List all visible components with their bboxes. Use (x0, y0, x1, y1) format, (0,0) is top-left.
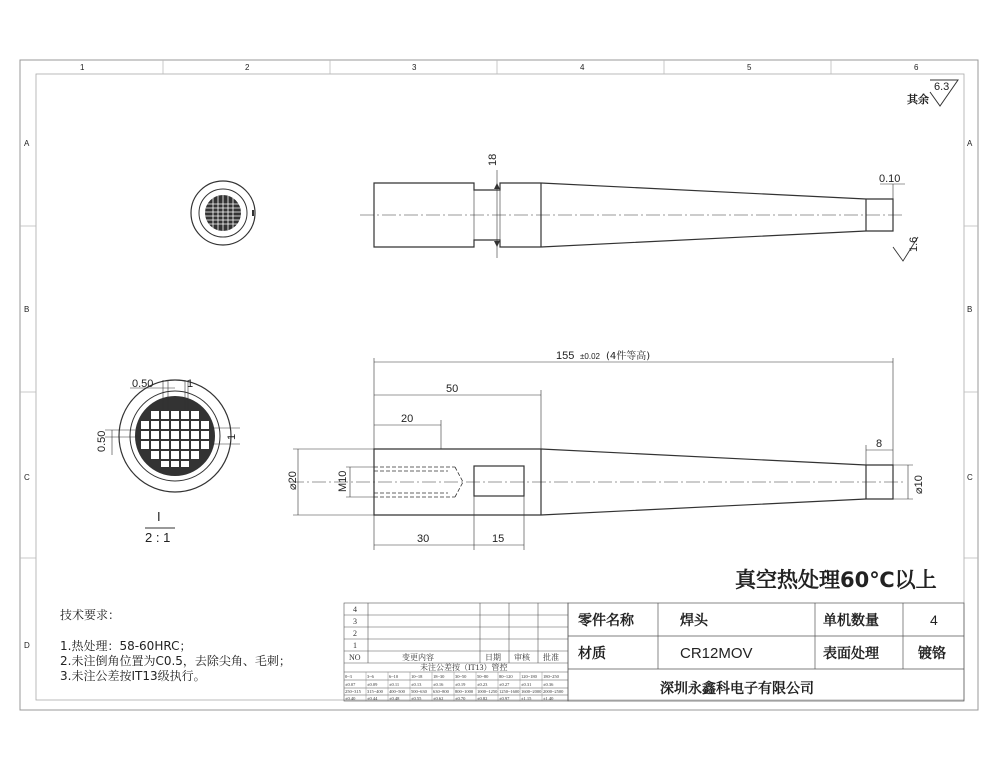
material-label: 材质 (578, 646, 606, 662)
detail-dim-050-left: 0.50 (96, 430, 108, 452)
detail-view-i (105, 380, 240, 528)
tol-cell: 1000~1250 (477, 689, 498, 694)
top-side-view (360, 170, 918, 261)
rev-row-3: 3 (353, 617, 357, 626)
dim-tip-tolerance: 0.10 (879, 173, 901, 185)
detail-label: I (157, 509, 161, 524)
tol-cell: ±0.11 (389, 682, 400, 687)
tol-cell: 3~6 (367, 674, 374, 679)
tech-req-title: 技术要求： (60, 608, 121, 622)
tol-cell: ±0.23 (477, 682, 488, 687)
tol-cell: ±0.70 (455, 696, 466, 701)
dim-groove-width: 18 (487, 153, 499, 166)
dim-dia-10: ⌀10 (913, 475, 925, 494)
company-name: 深圳永鑫科电子有限公司 (660, 681, 814, 697)
tol-cell: ±0.62 (433, 696, 444, 701)
tol-cell: ±0.97 (499, 696, 510, 701)
surface-label: 表面处理 (823, 646, 879, 662)
tol-cell: ±0.09 (367, 682, 378, 687)
tol-cell: 30~50 (455, 674, 467, 679)
tol-cell: ±0.44 (367, 696, 378, 701)
tol-cell: 500~630 (411, 689, 427, 694)
detail-dim-1-top: 1 (187, 378, 194, 390)
rev-header-no: NO (349, 653, 361, 662)
dim-length-30: 30 (417, 533, 430, 545)
detail-scale: 2 : 1 (145, 530, 171, 545)
rev-header-date: 日期 (485, 653, 501, 662)
dim-dia-20: ⌀20 (287, 471, 299, 490)
rev-row-4: 4 (353, 605, 357, 614)
part-name-value: 焊头 (680, 613, 708, 629)
tol-cell: ±0.55 (411, 696, 422, 701)
dim-tip-8: 8 (876, 438, 883, 450)
dim-length-50: 50 (446, 383, 459, 395)
dim-total-tol: ±0.02 (580, 352, 600, 361)
tol-cell: ±0.16 (433, 682, 444, 687)
zone-col-2: 2 (245, 63, 250, 72)
material-value: CR12MOV (680, 645, 753, 662)
tol-cell: 250~315 (345, 689, 361, 694)
tol-cell: ±0.27 (499, 682, 510, 687)
tol-cell: 1600~2000 (521, 689, 542, 694)
tol-cell: 400~500 (389, 689, 405, 694)
zone-row-a-left: A (24, 139, 30, 148)
tol-table-title: 未注公差按（IT13）管控 (420, 663, 508, 672)
roughness-default-label: 其余 (907, 93, 929, 106)
zone-row-b-right: B (967, 305, 973, 314)
rev-row-1: 1 (353, 641, 357, 650)
rev-header-content: 变更内容 (402, 653, 434, 662)
tol-cell: ±0.82 (477, 696, 488, 701)
dim-length-15: 15 (492, 533, 505, 545)
dim-thread: M10 (337, 470, 349, 492)
dim-total-note: (4件等高) (606, 351, 651, 362)
tol-cell: 315~400 (367, 689, 383, 694)
zone-col-5: 5 (747, 63, 752, 72)
tol-cell: ±0.40 (345, 696, 356, 701)
tol-cell: ±0.36 (543, 682, 554, 687)
tol-cell: 800~1000 (455, 689, 474, 694)
top-end-view (191, 181, 255, 245)
tol-cell: 18~30 (433, 674, 445, 679)
tol-cell: 0~3 (345, 674, 352, 679)
surface-value: 镀铬 (918, 646, 946, 662)
dim-total-length: 155 (556, 350, 575, 362)
rev-header-approve: 批准 (543, 653, 559, 662)
detail-dim-1-right: 1 (226, 433, 238, 440)
tech-req-item-2: 2.未注倒角位置为C0.5，去除尖角、毛刺； (60, 654, 291, 668)
tol-cell: ±0.48 (389, 696, 400, 701)
rev-header-review: 审核 (514, 653, 530, 662)
detail-dim-050-top: 0.50 (132, 378, 154, 390)
zone-column-ticks (20, 60, 978, 558)
rev-row-2: 2 (353, 629, 357, 638)
qty-value: 4 (930, 612, 938, 628)
tol-cell: ±1.40 (543, 696, 554, 701)
zone-col-4: 4 (580, 63, 585, 72)
zone-row-b-left: B (24, 305, 30, 314)
tol-cell: ±1.15 (521, 696, 532, 701)
tol-cell: 180~250 (543, 674, 559, 679)
tol-cell: 1250~1600 (499, 689, 520, 694)
tech-req-item-1: 1.热处理：58-60HRC； (60, 639, 192, 653)
tol-cell: 50~80 (477, 674, 489, 679)
tol-cell: ±0.07 (345, 682, 356, 687)
tol-cell: 80~120 (499, 674, 513, 679)
sheet-inner-border (36, 74, 964, 700)
tol-table-cells (345, 674, 564, 701)
qty-label: 单机数量 (823, 613, 879, 629)
tol-cell: ±0.31 (521, 682, 532, 687)
tol-cell: ±0.19 (455, 682, 466, 687)
tol-cell: 2000~2500 (543, 689, 564, 694)
tol-cell: ±0.13 (411, 682, 422, 687)
part-name-label: 零件名称 (578, 613, 634, 629)
tol-cell: 10~18 (411, 674, 423, 679)
bottom-section-view (290, 358, 913, 550)
roughness-default-value: 6.3 (934, 81, 950, 93)
roughness-tip-value: 1.6 (908, 236, 920, 252)
zone-row-d-left: D (24, 641, 30, 650)
heat-treatment-note: 真空热处理60℃以上 (735, 568, 937, 592)
zone-col-1: 1 (80, 63, 85, 72)
zone-col-3: 3 (412, 63, 417, 72)
tol-cell: 120~180 (521, 674, 537, 679)
zone-row-a-right: A (967, 139, 973, 148)
zone-row-c-right: C (967, 473, 973, 482)
tol-cell: 630~800 (433, 689, 449, 694)
zone-col-6: 6 (914, 63, 919, 72)
tech-req-item-3: 3.未注公差按IT13级执行。 (60, 669, 206, 683)
tol-cell: 6~10 (389, 674, 399, 679)
zone-row-c-left: C (24, 473, 30, 482)
dim-length-20: 20 (401, 413, 414, 425)
